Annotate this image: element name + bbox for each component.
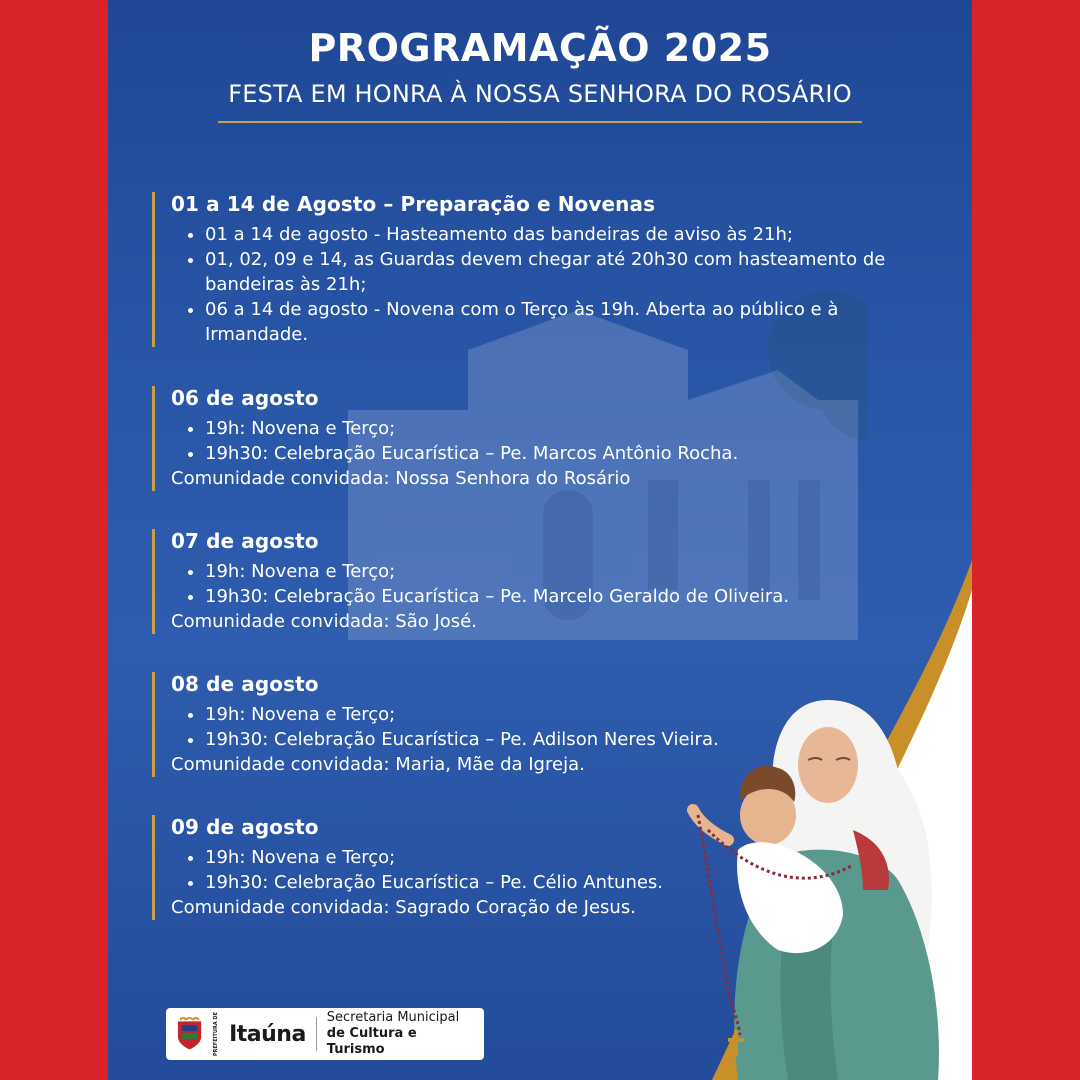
logo-divider	[316, 1017, 317, 1051]
page-subtitle: FESTA EM HONRA À NOSSA SENHORA DO ROSÁRIO	[228, 80, 852, 108]
list-item: • 19h: Novena e Terço;	[205, 702, 931, 727]
footer-logo-card	[166, 1008, 484, 1060]
poster	[108, 0, 972, 1080]
invited-community: Comunidade convidada: Maria, Mãe da Igreja.	[171, 754, 585, 775]
logo-prefeitura-label: PREFEITURA DE	[213, 1011, 220, 1057]
list-item: • 19h30: Celebração Eucarística – Pe. Marcelo Geraldo de Oliveira.	[205, 584, 931, 609]
list-item: • 01 a 14 de agosto - Hasteamento das bandeiras de aviso às 21h;	[205, 222, 931, 247]
logo-city-name: Itaúna	[229, 1021, 306, 1047]
city-coat-of-arms-icon	[176, 1017, 203, 1051]
title-divider	[218, 121, 862, 123]
page-title: PROGRAMAÇÃO 2025	[308, 26, 772, 70]
our-lady-of-rosary-illustration	[678, 690, 972, 1080]
secretaria-label	[327, 1010, 474, 1058]
section-heading: 06 de agosto	[171, 386, 319, 410]
secretaria-line-2: de Cultura e Turismo	[326, 1026, 417, 1057]
section-list	[171, 222, 931, 347]
list-item: • 19h: Novena e Terço;	[205, 416, 931, 441]
section-list	[171, 416, 931, 466]
section-heading: 01 a 14 de Agosto – Preparação e Novenas	[171, 192, 656, 216]
schedule-section-aug-06	[152, 386, 931, 491]
invited-community: Comunidade convidada: Nossa Senhora do Rosário	[171, 468, 631, 489]
list-item: • 19h30: Celebração Eucarística – Pe. Marcos Antônio Rocha.	[205, 441, 931, 466]
list-item: • 19h: Novena e Terço;	[205, 559, 931, 584]
schedule-section-preparation	[152, 192, 931, 347]
section-heading: 09 de agosto	[171, 815, 319, 839]
list-item: • 01, 02, 09 e 14, as Guardas devem chegar até 20h30 com hasteamento de bandeiras às 21h;	[205, 247, 931, 297]
section-heading: 07 de agosto	[171, 529, 319, 553]
secretaria-line-1: Secretaria Municipal	[326, 1010, 460, 1025]
section-heading: 08 de agosto	[171, 672, 319, 696]
list-item: • 19h: Novena e Terço;	[205, 845, 931, 870]
list-item: • 19h30: Celebração Eucarística – Pe. Adilson Neres Vieira.	[205, 727, 931, 752]
invited-community: Comunidade convidada: Sagrado Coração de Jesus.	[171, 897, 636, 918]
list-item: • 19h30: Celebração Eucarística – Pe. Célio Antunes.	[205, 870, 931, 895]
list-item: • 06 a 14 de agosto - Novena com o Terço às 19h. Aberta ao público e à Irmandade.	[205, 297, 931, 347]
invited-community: Comunidade convidada: São José.	[171, 611, 477, 632]
